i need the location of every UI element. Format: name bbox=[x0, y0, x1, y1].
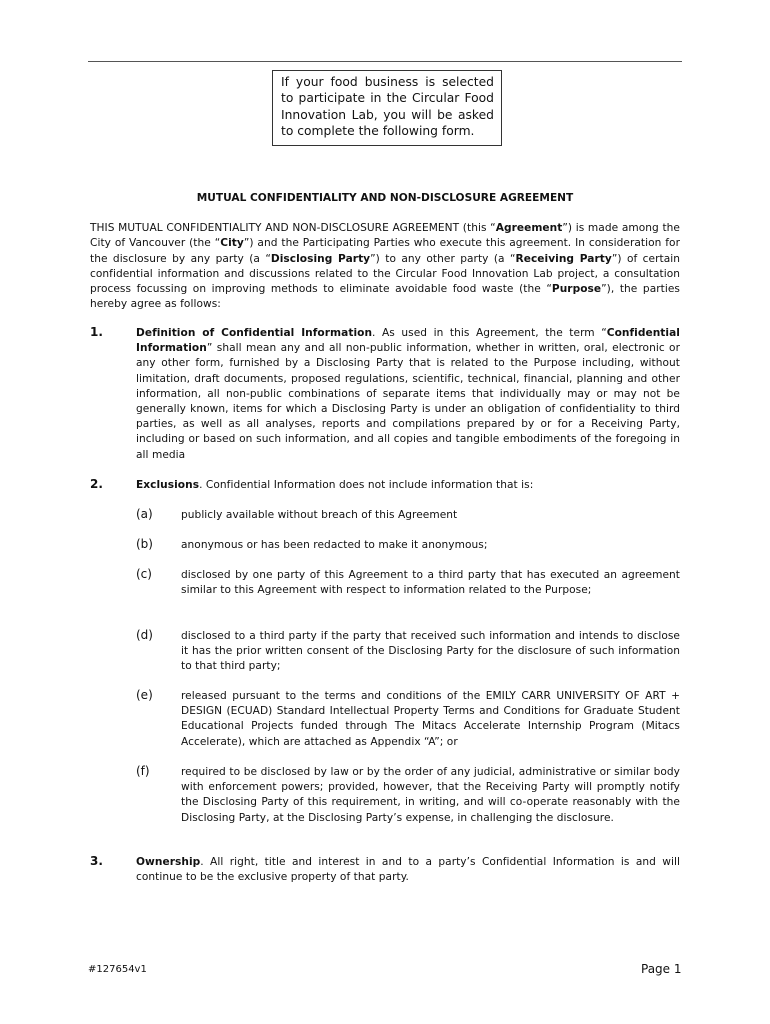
defined-term-confidential-information: Confidential Information bbox=[136, 327, 680, 355]
notice-box: If your food business is selected to participate in the Circular Food Innovation Lab, you will be asked to complete the following form. bbox=[272, 70, 502, 146]
list-item-label: (b) bbox=[136, 537, 153, 551]
defined-term-disclosing-party: Disclosing Party bbox=[270, 252, 371, 265]
section-exclusions: Exclusions. Confidential Information does not include information that is: bbox=[136, 479, 534, 491]
list-item: disclosed to a third party if the party that received such information and intends to disclose it has the prior written consent of the Disclosing Party for the disclosure of such information to that third party; bbox=[181, 630, 680, 673]
list-item: required to be disclosed by law or by the order of any judicial, administrative or similar body with enforcement powers; provided, however, that the Receiving Party will promptly notify the Disclosing Party of this requirement, in writing, and will co-operate reasonably with the Disclosing Party, at the Disclosing Party’s expense, in challenging the disclosure. bbox=[181, 766, 680, 824]
list-item: disclosed by one party of this Agreement to a third party that has executed an agreement similar to this Agreement with respect to information related to the Purpose; bbox=[181, 569, 680, 597]
section-ownership: Ownership. All right, title and interest in and to a party’s Confidential Information is and will continue to be the exclusive property of that party. bbox=[136, 856, 680, 884]
intro-paragraph: THIS MUTUAL CONFIDENTIALITY AND NON-DISCLOSURE AGREEMENT (this “Agreement”) is made among the City of Vancouver (the “City”) and the Participating Parties who execute this agreement. In consideration for the disclosure by any party (a “Disclosing Party”) to any other party (a “Receiving Party”) of certain confidential information and discussions related to the Circular Food Innovation Lab project, a consultation process focussing on improving methods to eliminate avoidable food waste (the “Purpose”), the parties hereby agree as follows: bbox=[90, 222, 680, 311]
list-item-label: (f) bbox=[136, 764, 150, 778]
section-definition: Definition of Confidential Information. As used in this Agreement, the term “Confidential Information” shall mean any and all non-public information, whether in written, oral, electronic or any other form, furnished by a Disclosing Party that is related to the Purpose including, without limitation, draft documents, proposed regulations, scientific, technical, financial, planning and other information, all non-public combinations of separate items that individually may or may not be generally known, items for which a Disclosing Party is under an obligation of confidentiality to third parties, as well as all analyses, reports and compilations prepared by or for a Receiving Party, including or based on such information, and all copies and tangible embodiments of the foregoing in all media bbox=[136, 327, 680, 461]
list-item: anonymous or has been redacted to make it anonymous; bbox=[181, 539, 488, 551]
list-item-label: (a) bbox=[136, 507, 153, 521]
section-heading: Definition of Confidential Information bbox=[136, 327, 373, 339]
page-number: Page 1 bbox=[641, 962, 682, 976]
list-item-label: (e) bbox=[136, 688, 153, 702]
defined-term-city: City bbox=[220, 237, 244, 250]
section-number: 3. bbox=[90, 854, 103, 868]
list-item: publicly available without breach of this Agreement bbox=[181, 509, 458, 521]
document-id: #127654v1 bbox=[88, 964, 147, 975]
section-number: 1. bbox=[90, 325, 103, 339]
list-item-label: (c) bbox=[136, 567, 152, 581]
section-number: 2. bbox=[90, 477, 103, 491]
document-title: MUTUAL CONFIDENTIALITY AND NON-DISCLOSURE AGREEMENT bbox=[196, 192, 574, 204]
defined-term-purpose: Purpose bbox=[551, 283, 602, 296]
defined-term-agreement: Agreement bbox=[495, 222, 563, 234]
section-heading: Exclusions bbox=[136, 479, 200, 491]
header-rule bbox=[88, 61, 682, 62]
list-item: released pursuant to the terms and conditions of the EMILY CARR UNIVERSITY OF ART + DESIGN (ECUAD) Standard Intellectual Property Terms and Conditions for Graduate Student Educational Projects funded through The Mitacs Accelerate Internship Program (Mitacs Accelerate), which are attached as Appendix “A”; or bbox=[181, 690, 680, 748]
defined-term-receiving-party: Receiving Party bbox=[515, 252, 612, 265]
list-item-label: (d) bbox=[136, 628, 153, 642]
section-heading: Ownership bbox=[136, 856, 201, 868]
